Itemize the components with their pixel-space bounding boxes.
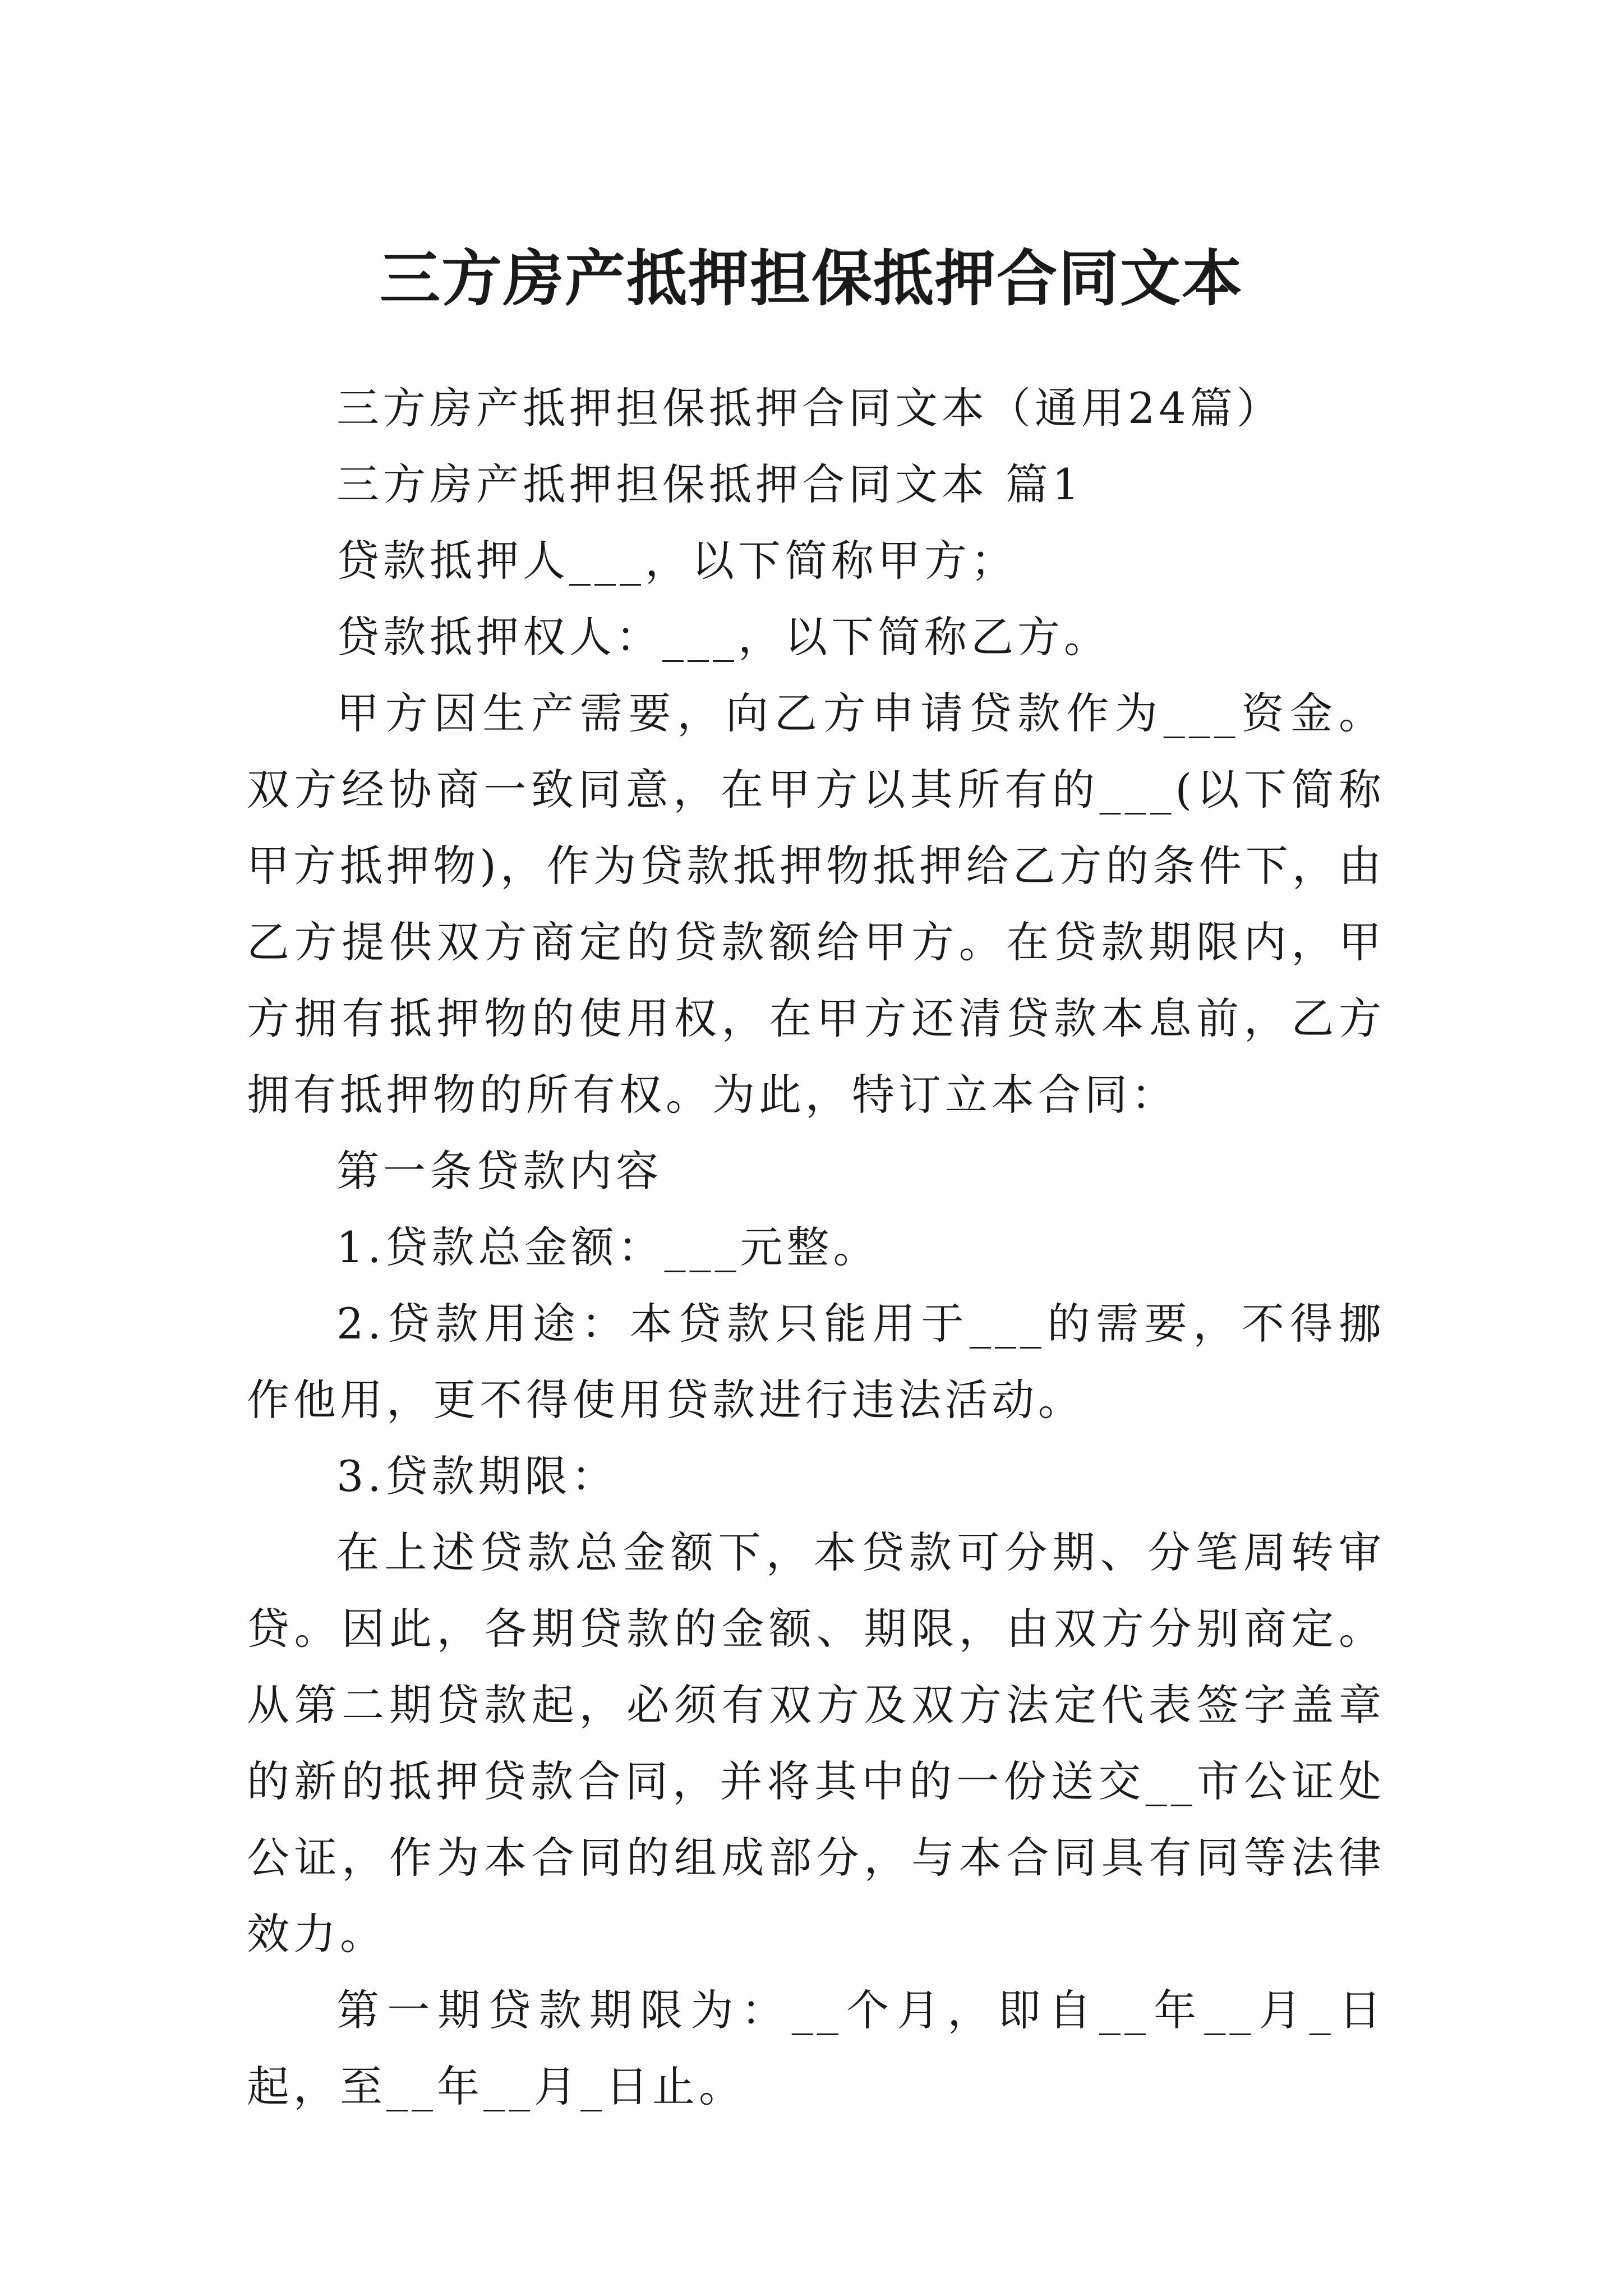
paragraph: 2.贷款用途：本贷款只能用于___的需要，不得挪作他用，更不得使用贷款进行违法活动。 (247, 1299, 1385, 1425)
paragraph: 1.贷款总金额：___元整。 (336, 1222, 880, 1272)
paragraph: 甲方因生产需要，向乙方申请贷款作为___资金。双方经协商一致同意，在甲方以其所有的___(以下简称甲方抵押物)，作为贷款抵押物抵押给乙方的条件下，由乙方提供双方商定的贷款额给甲方。在贷款期限内，甲方拥有抵押物的使用权，在甲方还清贷款本息前，乙方拥有抵押物的所有权。为此，特订立本合同： (247, 688, 1385, 1120)
document-body (247, 370, 1385, 2125)
paragraph: 贷款抵押权人：___，以下简称乙方。 (336, 612, 1110, 662)
document-title: 三方房产抵押担保抵押合同文本 (379, 243, 1243, 315)
paragraph: 第一期贷款期限为：__个月，即自__年__月_日起，至__年__月_日止。 (247, 1985, 1385, 2111)
paragraph: 贷款抵押人___，以下简称甲方； (336, 536, 1017, 586)
paragraph: 3.贷款期限： (336, 1451, 618, 1501)
document-subtitle: 三方房产抵押担保抵押合同文本（通用24篇） (336, 383, 1283, 433)
section-heading: 三方房产抵押担保抵押合同文本 篇1 (336, 459, 1083, 509)
article-heading: 第一条贷款内容 (336, 1146, 662, 1196)
paragraph: 在上述贷款总金额下，本贷款可分期、分笔周转审贷。因此，各期贷款的金额、期限，由双方分别商定。从第二期贷款起，必须有双方及双方法定代表签字盖章的新的抵押贷款合同，并将其中的一份送交__市公证处公证，作为本合同的组成部分，与本合同具有同等法律效力。 (247, 1527, 1385, 1959)
